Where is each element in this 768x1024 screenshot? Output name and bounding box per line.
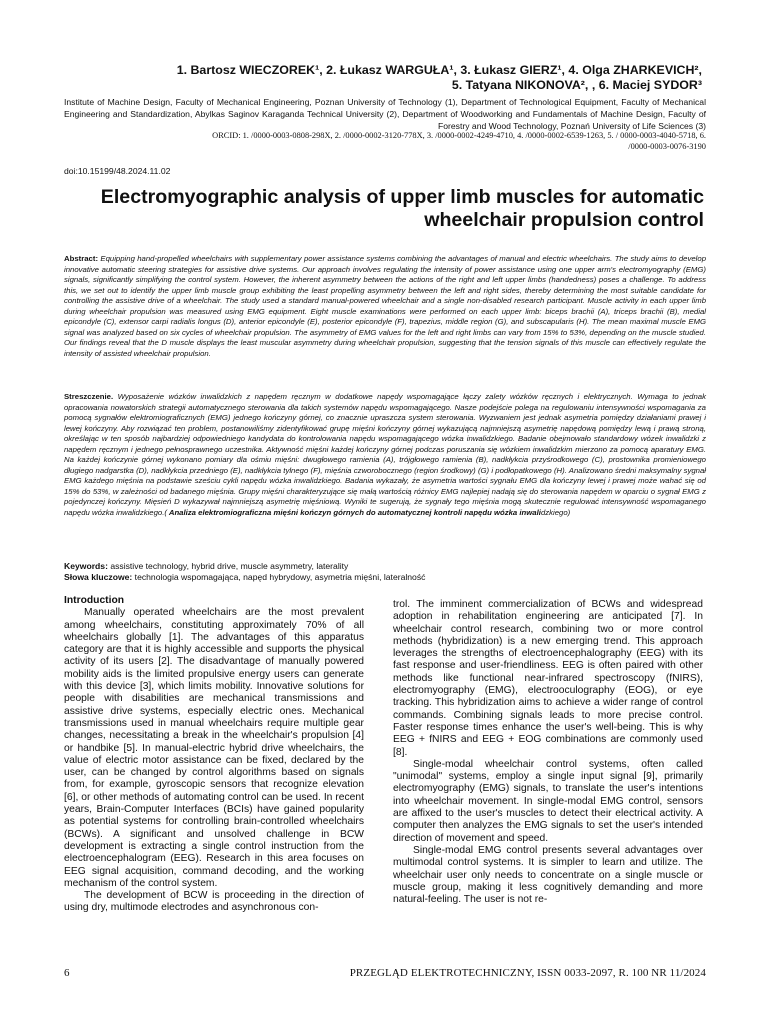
title-line-1: Electromyographic analysis of upper limb muscles for automatic — [100, 186, 704, 208]
section-heading-introduction: Introduction — [64, 595, 125, 606]
author-line-1: 1. Bartosz WIECZOREK¹, 2. Łukasz WARGUŁA¹, 3. Łukasz GIERZ¹, 4. Olga ZHARKEVICH², — [176, 63, 702, 77]
affiliations: Institute of Machine Design, Faculty of Mechanical Engineering, Poznan University of Technology (1), Department of Technological Equipment, Faculty of Mechanical Engineering and Standardization, Abylkas Saginov Karaganda Technical University (2), Department of Woodworking and Fundamentals of Machine Design, Faculty of Forestry and Wood Technology, Poznań University of Life Sciences (3) — [64, 97, 706, 131]
streszczenie-label: Streszczenie. — [64, 392, 114, 401]
page-footer — [64, 967, 706, 981]
intro-paragraph-2: The development of BCW is proceeding in the direction of using dry, multimode electrodes and asynchronous con- — [64, 890, 364, 914]
keywords-label: Keywords: — [64, 561, 108, 571]
left-column — [64, 595, 364, 915]
streszczenie — [64, 392, 706, 519]
paper-title — [60, 186, 704, 232]
keywords-text: assistive technology, hybrid drive, muscle asymmetry, laterality — [107, 561, 349, 571]
orcid-line-2: /0000-0003-0076-3190 — [628, 142, 706, 151]
streszczenie-title-end: dzkiego) — [540, 508, 571, 518]
page-number: 6 — [64, 967, 70, 979]
author-line-2: 5. Tatyana NIKONOVA², , 6. Maciej SYDOR³ — [451, 77, 702, 92]
intro-paragraph-5: Single-modal EMG control presents several advantages over multimodal control systems. It is simpler to learn and utilize. The wheelchair user only needs to concentrate on a single muscle or muscle group, making it less cognitively demanding and more natural-feeling. The user is not re- — [393, 844, 703, 906]
abstract — [64, 254, 706, 359]
orcid-list — [64, 130, 706, 152]
intro-paragraph-4: Single-modal wheelchair control systems, often called "unimodal" systems, employ a single input signal [9], primarily electromyography (EMG) signals, to translate the user's intentions into wheelchair movement. In single-modal EMG control, sensors are affixed to the user's muscles to detect their electrical activity. A computer then analyzes the EMG signals to set the user's intended direction of movement and speed. — [393, 758, 703, 844]
abstract-label: Abstract: — [64, 254, 99, 263]
keywords-en — [64, 561, 706, 572]
title-line-2: wheelchair propulsion control — [424, 209, 704, 231]
author-list — [60, 63, 702, 92]
orcid-line-1: ORCID: 1. /0000-0003-0808-298X, 2. /0000-0002-3120-778X, 3. /0000-0002-4249-4710, 4. /0000-0002-6539-1263, 5. / 0000-0003-4040-5718, 6. — [212, 131, 706, 140]
streszczenie-title-open: ( — [164, 508, 167, 518]
journal-footer: PRZEGLĄD ELEKTROTECHNICZNY, ISSN 0033-2097, R. 100 NR 11/2024 — [349, 967, 706, 979]
streszczenie-polish-title: Analiza elektromiograficzna mięśni kończyn górnych do automatycznej kontroli napędu wózka inwali — [166, 508, 541, 518]
doi: doi:10.15199/48.2024.11.02 — [64, 166, 171, 176]
right-column — [393, 599, 703, 906]
streszczenie-text: Wyposażenie wózków inwalidzkich z napędem ręcznym w dodatkowe napędy wspomagające łączy zalety wózków ręcznych i elektrycznych. Wymaga to jednak opracowania nowatorskich strategii automatycznego sterowania dla takich systemów napędu wspomagającego. Nasze podejście polega na regulowaniu intensywności wspomagania za pomocą sygnałów elektromiograficznych (EMG) jednego kończyny górnej, co znacznie upraszcza system sterowania. Wyzwaniem jest jednak asymetria pomiędzy działaniami prawej i lewej kończyny. Aby rozwiązać ten problem, postanowiliśmy zidentyfikować grupę mięśni kończyny górnej wykazującą najmniejszą asymetrię napędową pomiędzy lewą i prawą stroną, określając w ten sposób najbardziej odpowiedniego kandydata do kontrolowania napędu wspomagającego wózka inwalidzkiego. Badanie obejmowało standardowy wózek inwalidzki z napędem ręcznym i jednego pełnosprawnego uczestnika. Aktywność mięśni każdej kończyny górnej podczas poruszania się wózkiem inwalidzkim mierzono za pomocą aparatury EMG. Na każdej kończynie górnej wykonano pomiary dla ośmiu mięśni: dwugłowego ramienia (A), trójgłowego ramienia (B), nadkłykcia przyśrodkowego (C), prostownika promieniowego długiego nadgarstka (D), nadkłykcia przedniego (E), nadkłykcia tylnego (F), mięśnia czworobocznego (region środkowy) (G) i podłopatkowego (H). Analizowano średni maksymalny sygnał EMG każdego mięśnia na podstawie sześciu cykli napędu wózka inwalidzkiego. Badania wykazały, że asymetria wartości sygnału EMG dla kończyny lewej i prawej może wahać się od 15% do 53%, w zależności od badanego mięśnia. Grupy mięśni charakteryzujące się małą wartością różnicy EMG najlepiej nadają się do sterowania napędem w oparciu o sygnał EMG z pojedynczej kończyny. Mięsień D wykazywał najmniejszą asymetrię mięśniową. Wyniki te sugerują, że sygnały tego mięśnia mogą skutecznie regulować intensywność wspomaganego napędu wózka inwalidzkiego. — [64, 392, 706, 518]
keywords-block — [64, 561, 706, 583]
keywords-pl-text: technologia wspomagająca, napęd hybrydowy, asymetria mięśni, lateralność — [132, 572, 426, 582]
keywords-pl-label: Słowa kluczowe: — [64, 572, 133, 582]
abstract-text: Equipping hand-propelled wheelchairs with supplementary power assistance systems combining the advantages of manual and electric wheelchairs. The study aims to develop innovative automatic steering strategies for assistive drive systems. Our approach involves regulating the intensity of power assistance using one upper arm's electromyography (EMG) signals, significantly simplifying the control system. However, the inherent asymmetry between the actions of the right and left upper limbs (handedness) poses a challenge. To address this, we set out to identify the upper limb muscle group exhibiting the least propelling asymmetry between the left and right sides, thereby determining the most suitable candidate for controlling the assistive drive of a wheelchair. The study used a standard manual-powered wheelchair and a single non-disabled research participant. Muscle activity in each upper limb during wheelchair propulsion was measured using EMG equipment. Eight muscle examinations were performed on each upper limb: biceps brachii (A), triceps brachii (B), medial epicondyle (C), extensor carpi radialis longus (D), anterior epicondyle (E), posterior epicondyle (F), trapezius, middle region (G), and subscapularis (H). The mean maximal muscle EMG signal was analyzed based on six cycles of wheelchair propulsion. The asymmetry of EMG values for the left and right limbs can vary from 15% to 53%, depending on the muscle studied. Our findings reveal that the D muscle displays the least muscular asymmetry during wheelchair propulsion, suggesting that the tension signals of this muscle can effectively regulate the intensity of assisted wheelchair propulsion. — [64, 254, 707, 358]
keywords-pl — [64, 572, 706, 583]
intro-paragraph-1: Manually operated wheelchairs are the most prevalent among wheelchairs, constituting approximately 70% of all wheelchairs globally [1]. The advantages of this apparatus category are that it is highly accessible and supports the physical activity of its users [2]. The disadvantage of manually powered mobility aids is the limited propulsive energy users can generate with this device [3], which limits mobility. Innovative solutions for people with disabilities are mechanical transmissions and assistive drive systems, especially electric ones. Mechanical transmissions used in manual wheelchairs require multiple gear changes, necessitating a break in the wheelchair's propulsion [4] or handbike [5]. In manual-electric hybrid drive wheelchairs, the value of electric motor assistance can be fixed, declared by the user, can be changed by control algorithms based on signals from, for example, gyroscopic sensors that recognize elevation [6], or other methods of automating control can be used. In recent years, Brain-Computer Interfaces (BCIs) have gained popularity as potential systems for controlling brain-controlled wheelchairs (BCWs). A significant and unsolved challenge in BCW development is extracting a single control instruction from the electroencephalogram (EEG). Research in this area focuses on EEG signal acquisition, command decoding, and the working mechanism of the control system. — [64, 607, 364, 889]
intro-paragraph-3: trol. The imminent commercialization of BCWs and widespread adoption in rehabilitation engineering are anticipated [7]. In wheelchair control research, combining two or more control methods (hybridization) is a new emerging trend. This approach leverages the strengths of electroencephalography (EEG) with its fast response and user-friendliness. EEG is often paired with other methods like functional near-infrared spectroscopy (fNIRS), electromyography (EMG), electrooculography (EOG), or eye tracking. This hybridization aims to achieve a wider range of control commands. Combining signals leads to more precise control. Faster response times enhance the user's well-being. This is why EEG + fNIRS and EEG + EOG combinations are commonly used [8]. — [393, 599, 703, 758]
